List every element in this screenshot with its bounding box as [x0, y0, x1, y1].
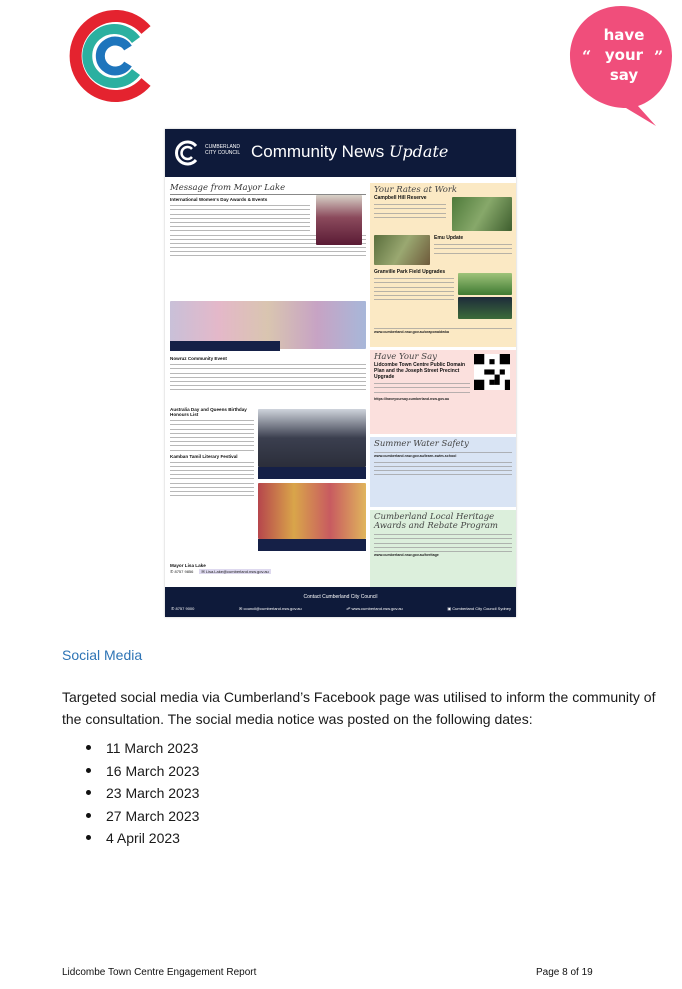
list-item: 4 April 2023: [86, 827, 199, 850]
svg-text:say: say: [609, 66, 639, 84]
kamban-photo: [258, 483, 366, 539]
have-your-say-logo: [568, 4, 674, 128]
contact-email: ✉ council@cumberland.nsw.gov.au: [239, 606, 302, 611]
rates-sub-emu: Emu Update: [434, 235, 464, 241]
social-media-heading: Social Media: [62, 647, 143, 663]
mayor-phone: ✆ 8757 9856: [170, 569, 194, 574]
mayor-email: ✉ Lisa.Lake@cumberland.nsw.gov.au: [201, 569, 269, 574]
council-c-icon: [174, 139, 202, 167]
hys-title: Have Your Say: [374, 352, 437, 362]
report-title-footer: Lidcombe Town Centre Engagement Report: [62, 967, 257, 978]
contact-web: ☍ www.cumberland.nsw.gov.au: [346, 606, 403, 611]
newsletter-footer: [165, 587, 516, 617]
have-your-say-box: [370, 350, 516, 434]
heritage-title: Cumberland Local Heritage Awards and Rebate Program: [374, 512, 498, 531]
list-item: 23 March 2023: [86, 782, 199, 805]
newsletter-right-column: [370, 183, 516, 587]
svg-text:“: “: [582, 47, 592, 66]
mayor-message-column: [170, 183, 366, 587]
rates-sub-campbell: Campbell Hill Reserve: [374, 195, 427, 201]
hys-subtitle: Lidcombe Town Centre Public Domain Plan and the Joseph Street Precinct Upgrade: [374, 362, 466, 380]
post-date-list: [86, 737, 199, 850]
svg-text:have: have: [603, 26, 645, 44]
newsletter-title: Community News Update: [251, 142, 449, 161]
list-item: 27 March 2023: [86, 805, 199, 828]
nowruz-heading: Nowruz Community Event: [170, 356, 227, 361]
water-link: www.cumberland.nsw.gov.au/learn-swim-school: [374, 454, 457, 459]
rates-title: Your Rates at Work: [374, 185, 458, 195]
contact-phone: ✆ 8757 9000: [171, 606, 195, 611]
council-name: CUMBERLAND CITY COUNCIL: [205, 144, 241, 156]
mayor-signature: Mayor Lisa Lake: [170, 563, 206, 568]
rates-link: www.cumberland.nsw.gov.au/oraponaidwka: [374, 330, 449, 335]
water-safety-box: [370, 437, 516, 507]
newsletter-image: [165, 129, 516, 617]
contact-social: ▣ Cumberland City Council Sydney: [447, 606, 511, 611]
qr-code-icon: [474, 354, 510, 390]
list-item: 16 March 2023: [86, 760, 199, 783]
list-item: 11 March 2023: [86, 737, 199, 760]
heritage-link: www.cumberland.nsw.gov.au/heritage: [374, 553, 439, 558]
svg-text:your: your: [604, 46, 644, 64]
svg-text:”: ”: [654, 47, 664, 66]
heritage-box: [370, 510, 516, 587]
kamban-heading: Kamban Tamil Literary Festival: [170, 453, 238, 459]
hys-link: https://haveyoursay.cumberland.nsw.gov.au: [374, 396, 450, 401]
contact-title: Contact Cumberland City Council: [303, 594, 378, 600]
page-number: Page 8 of 19: [536, 967, 593, 978]
honours-heading: Australia Day and Queens Birthday Honours List: [170, 407, 247, 417]
newsletter-header: [165, 129, 516, 177]
rates-box: [370, 183, 516, 347]
rates-sub-granville: Granville Park Field Upgrades: [374, 269, 446, 275]
honours-photo: [258, 409, 366, 467]
mayor-portrait: [316, 195, 362, 245]
cumberland-logo: [68, 6, 158, 106]
women-day-heading: International Women's Day Awards & Events: [170, 197, 268, 202]
social-media-paragraph: Targeted social media via Cumberland’s Facebook page was utilised to inform the community of the consultation. The social media notice was posted on the following dates:: [62, 689, 656, 727]
mayor-message-title: Message from Mayor Lake: [170, 183, 366, 195]
water-title: Summer Water Safety: [374, 439, 469, 449]
